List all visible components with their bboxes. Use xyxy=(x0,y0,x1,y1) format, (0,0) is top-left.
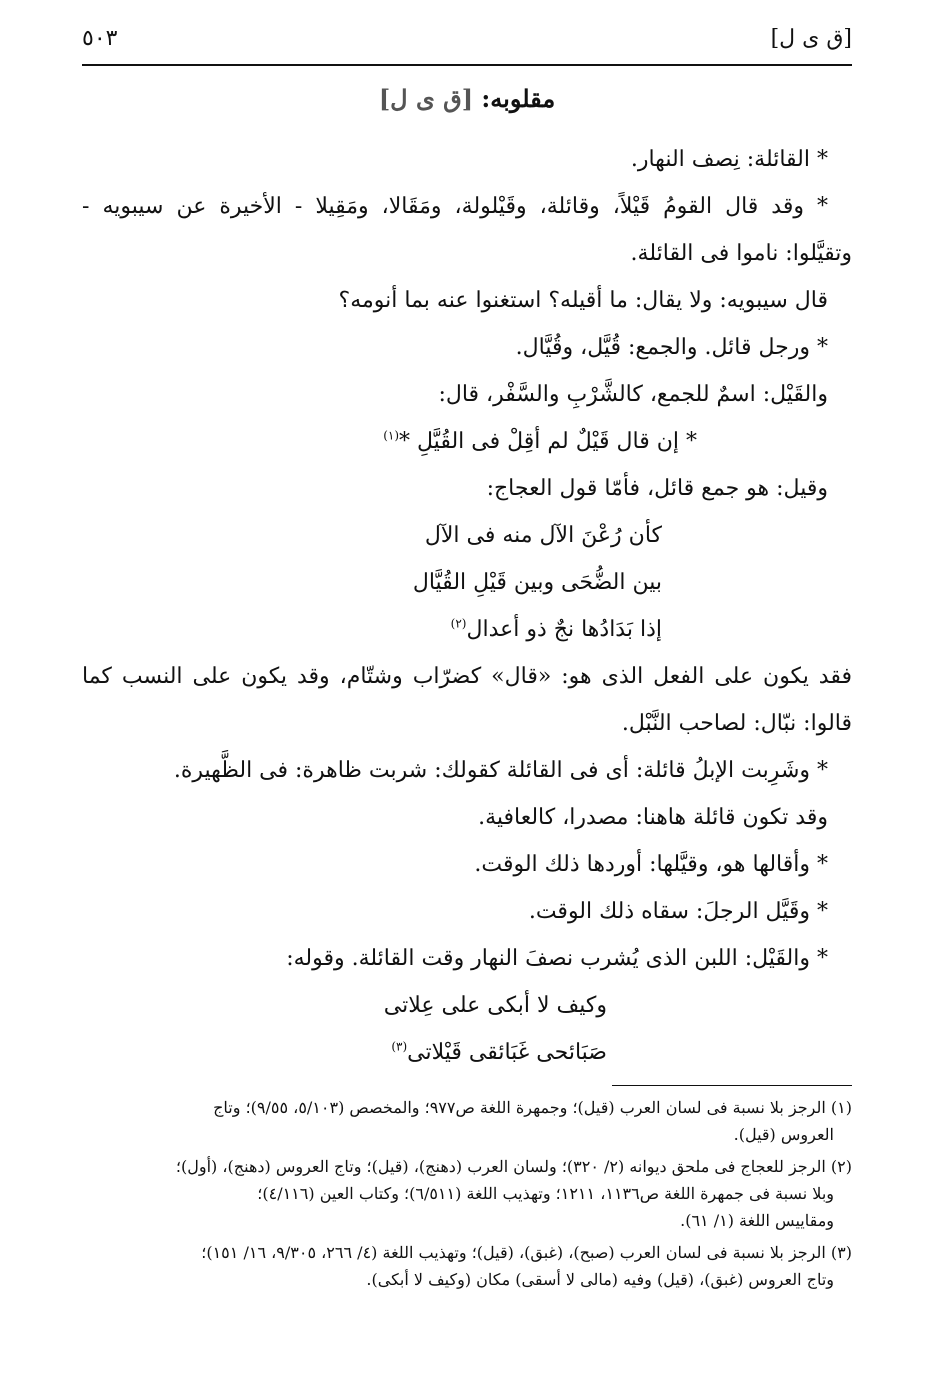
text-line: فقد يكون على الفعل الذى هو: «قال» كضرّاب وشتّام، وقد يكون على النسب كما xyxy=(82,664,852,689)
text-line: * وقد قال القومُ قَيْلاً، وقائلة، وقَيْلولة، ومَقَالا، ومَقِيلا - الأخيرة عن سيبويه - xyxy=(82,194,828,219)
footnote-text: الرجز بلا نسبة فى لسان العرب (قيل)؛ وجمهرة اللغة ص٩٧٧؛ والمخصص (٥/١٠٣، ٩/٥٥)؛ وتاج xyxy=(213,1098,826,1117)
footnote-line: ومقاييس اللغة (١/ ٦١). xyxy=(680,1211,834,1230)
text-line: وقد تكون قائلة هاهنا: مصدرا، كالعافية. xyxy=(478,805,828,830)
verse-text: صَبَائحى غَبَائقى قَيْلاتى xyxy=(407,1040,607,1065)
verse-line xyxy=(82,418,852,465)
footnote-1 xyxy=(82,1094,852,1148)
footnote-line xyxy=(82,1153,852,1180)
footnote-text: الرجز للعجاج فى ملحق ديوانه (٢/ ٣٢٠)؛ ولسان العرب (دهنج)، (قيل)؛ وتاج العروس (دهنج)، (أول)؛ xyxy=(175,1157,826,1176)
footnote-line: وبلا نسبة فى جمهرة اللغة ص١١٣٦، ١٢١١؛ وتهذيب اللغة (٦/٥١١)؛ وكتاب العين (٤/١١٦)؛ xyxy=(257,1184,834,1203)
text-line: والقَيْل: اسمٌ للجمع، كالشَّرْبِ والسَّفْر، قال: xyxy=(438,382,828,407)
footnote-marker: (٢) xyxy=(830,1157,852,1176)
text-line: قالوا: نبّال: لصاحب النَّبْل. xyxy=(621,711,852,736)
section-title-prefix: مقلوبه: xyxy=(473,84,556,113)
footnote-text: الرجز بلا نسبة فى لسان العرب (صبح)، (غبق)، (قيل)؛ وتهذيب اللغة (٤/ ٢٦٦، ٩/٣٠٥، ١٦/ ١٥١)؛ xyxy=(201,1243,826,1262)
verse-line xyxy=(82,1029,852,1076)
footnote-line: وتاج العروس (غبق)، (قيل) وفيه (مالى لا أسقى) مكان (وكيف لا أبكى). xyxy=(366,1270,834,1289)
text-line: * ورجل قائل. والجمع: قُيَّل، وقُيَّال. xyxy=(515,335,828,360)
footnote-3 xyxy=(82,1239,852,1293)
section-title-root: [ق ى ل] xyxy=(378,84,474,113)
main-text xyxy=(82,136,852,1076)
text-line: * والقَيْل: اللبن الذى يُشرب نصفَ النهار وقت القائلة. وقوله: xyxy=(286,946,828,971)
text-line: * وشَرِبت الإبلُ قائلة: أى فى القائلة كقولك: شربت ظاهرة: فى الظَّهيرة. xyxy=(173,758,828,783)
text-line: * وقَيَّل الرجلَ: سقاه ذلك الوقت. xyxy=(528,899,828,924)
verse-line: كأن رُعْنَ الآل منه فى الآل xyxy=(424,523,662,548)
header-rule xyxy=(82,64,852,66)
text-line: * وأقالها هو، وقيَّلها: أوردها ذلك الوقت. xyxy=(474,852,828,877)
text-line: * القائلة: نِصف النهار. xyxy=(630,147,828,172)
header-entry-label: [ق ى ل] xyxy=(770,26,852,51)
footnotes xyxy=(82,1094,852,1298)
page-number: ٥٠٣ xyxy=(82,26,118,51)
verse-line: وكيف لا أبكى على عِلاتى xyxy=(383,993,607,1018)
text-line: قال سيبويه: ولا يقال: ما أقيله؟ استغنوا عنه بما أنومه؟ xyxy=(338,288,828,313)
footnote-line xyxy=(82,1094,852,1121)
footnote-line: العروس (قيل). xyxy=(733,1125,834,1144)
running-header xyxy=(82,26,852,60)
footnote-2 xyxy=(82,1153,852,1234)
verse-text: * إن قال قَيْلٌ لم أقِلْ فى القُيَّلِ * xyxy=(399,429,697,454)
verse-line xyxy=(82,606,852,653)
footnote-rule xyxy=(612,1085,852,1086)
verse-line: بين الضُّحَى وبين قَيْلِ القُيَّال xyxy=(412,570,662,595)
text-line: وتقيَّلوا: ناموا فى القائلة. xyxy=(630,241,852,266)
section-title xyxy=(0,84,934,113)
footnote-marker: (١) xyxy=(383,428,400,443)
footnote-marker: (٣) xyxy=(830,1243,852,1262)
verse-text: إذا بَدَادُها نجٌ ذو أعدال xyxy=(466,617,662,642)
footnote-marker: (٢) xyxy=(450,616,467,631)
footnote-line xyxy=(82,1239,852,1266)
footnote-marker: (٣) xyxy=(391,1039,408,1054)
text-line: وقيل: هو جمع قائل، فأمّا قول العجاج: xyxy=(486,476,828,501)
footnote-marker: (١) xyxy=(830,1098,852,1117)
